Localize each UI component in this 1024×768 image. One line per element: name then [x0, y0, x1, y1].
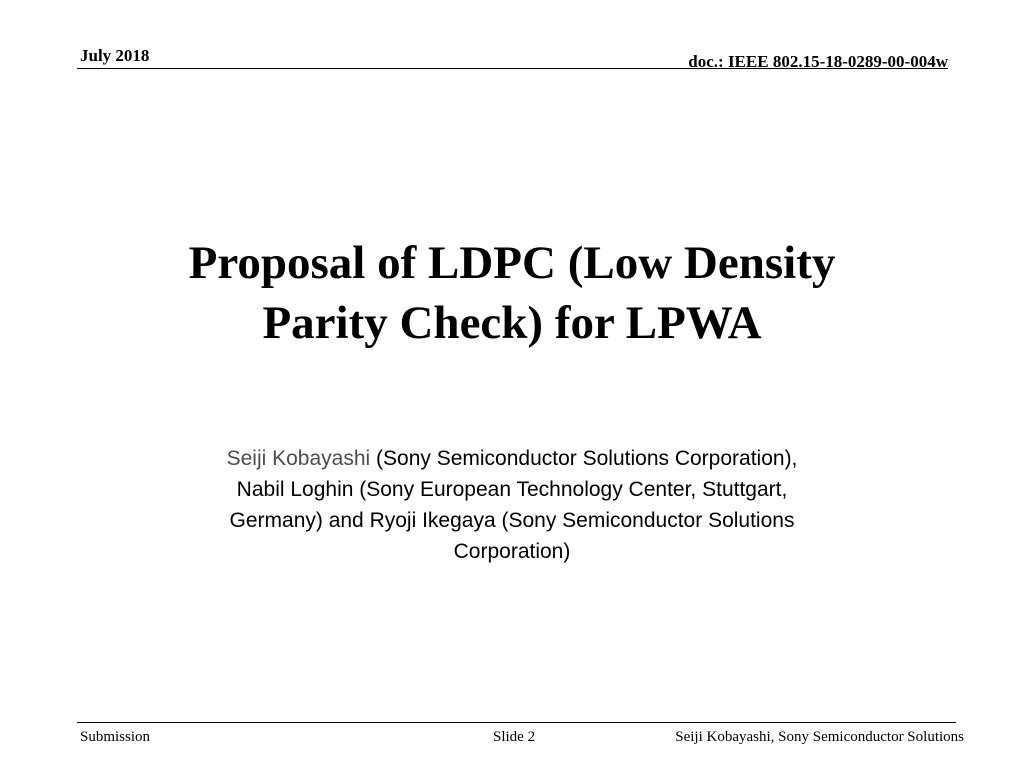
header-rule	[77, 68, 948, 69]
footer-submission: Submission	[80, 729, 151, 745]
title-line-1: Proposal of LDPC (Low Density	[188, 237, 836, 289]
slide-title	[100, 233, 924, 353]
author-line-3: Germany) and Ryoji Ikegaya (Sony Semiconductor Solutions	[229, 509, 795, 532]
header-date: July 2018	[80, 46, 150, 65]
header-document-id: doc.: IEEE 802.15-18-0289-00-004w	[688, 52, 948, 71]
author-line-1	[142, 443, 882, 474]
title-line-2: Parity Check) for LPWA	[262, 297, 762, 349]
author-list	[142, 443, 882, 567]
footer-slide-number: Slide 2	[493, 729, 536, 745]
author-line-2: Nabil Loghin (Sony European Technology Center, Stuttgart,	[236, 478, 788, 501]
footer-author: Seiji Kobayashi, Sony Semiconductor Solutions	[675, 729, 964, 745]
author-line-4: Corporation)	[453, 540, 571, 563]
lead-author-name: Seiji Kobayashi	[226, 447, 371, 470]
footer-rule	[77, 722, 956, 723]
lead-author-affiliation: (Sony Semiconductor Solutions Corporation),	[370, 447, 798, 470]
